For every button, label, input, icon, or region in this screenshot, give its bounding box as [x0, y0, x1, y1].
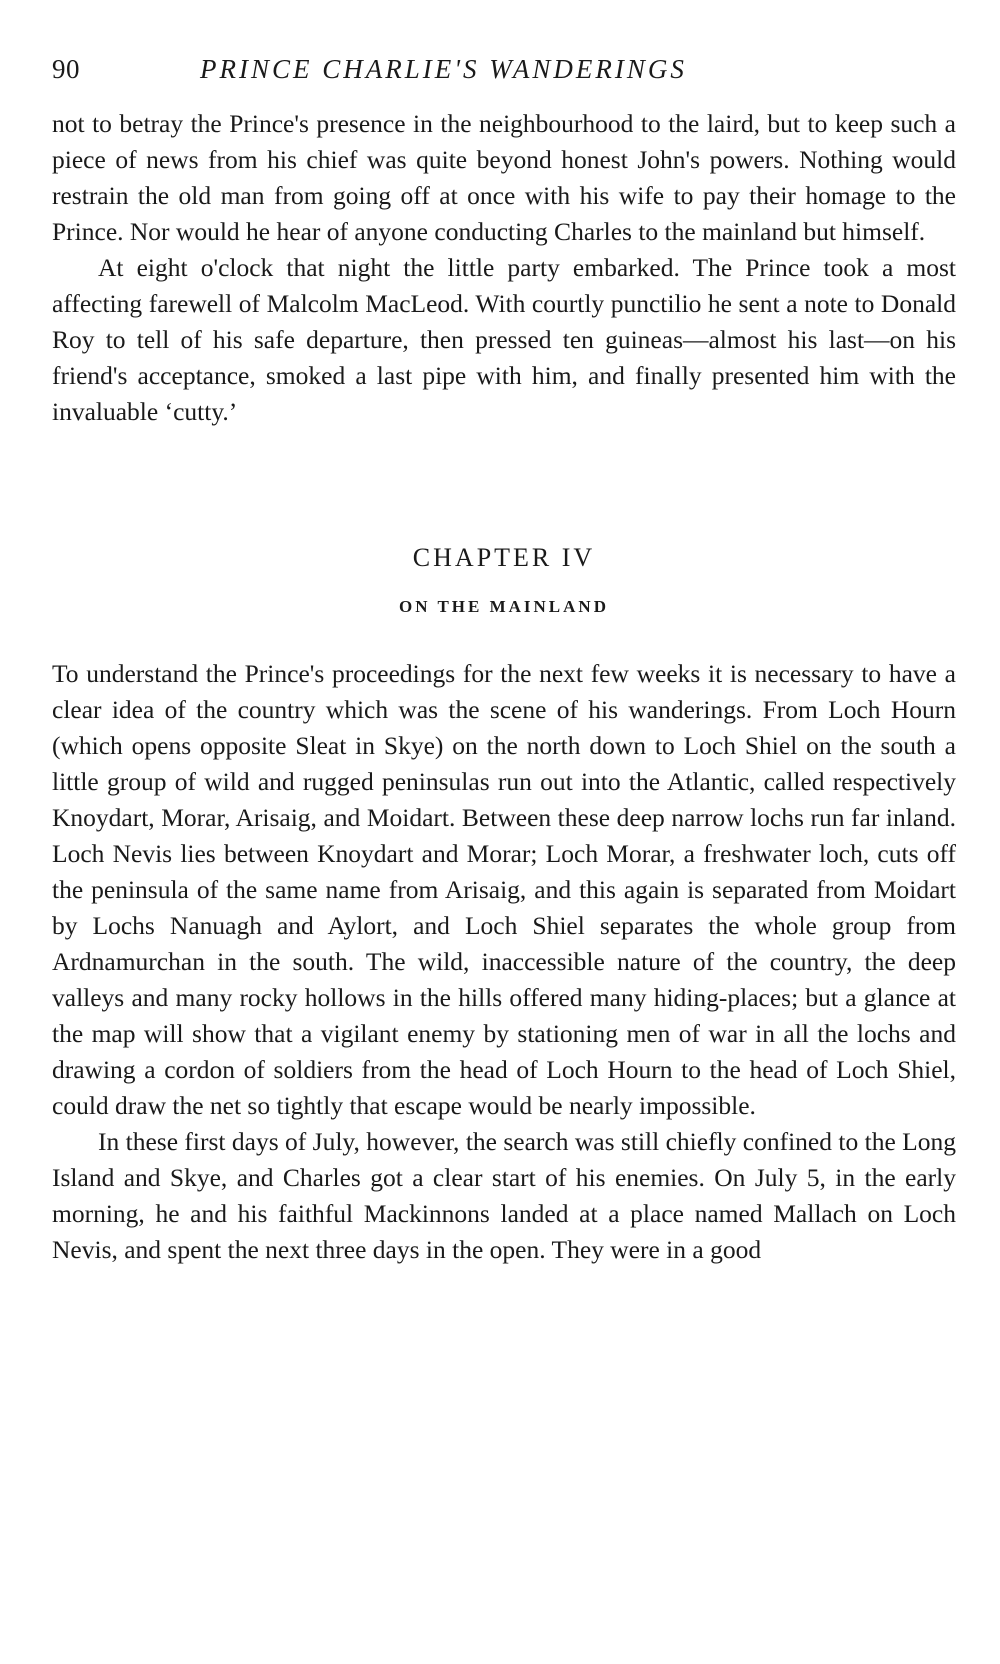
chapter-title: CHAPTER IV — [412, 543, 596, 572]
paragraph-july-landing: In these first days of July, however, the search was still chiefly confined to the Long Island and Skye, and Charles got a clear start of his enemies. On July 5, in the early morning, he and his faithful Mackinnons landed at a place named Mallach on Loch Nevis, and spent the next three days in the open. They were in a good — [52, 1127, 956, 1264]
paragraph-country-description: To understand the Prince's proceedings for the next few weeks it is necessary to have a clear idea of the country which was the scene of his wanderings. From Loch Hourn (which opens opposite Sleat in Skye) on the north down to Loch Shiel on the south a little group of wild and rugged peninsulas run out into the Atlantic, called respectively Knoydart, Morar, Arisaig, and Moidart. Between these deep narrow lochs run far inland. Loch Nevis lies between Knoydart and Morar; Loch Morar, a freshwater loch, cuts off the peninsula of the same name from Arisaig, and this again is separated from Moidart by Lochs Nanuagh and Aylort, and Loch Shiel separates the whole group from Ardnamurchan in the south. The wild, inaccessible nature of the country, the deep valleys and many rocky hollows in the hills offered many hiding-places; but a glance at the map will show that a vigilant enemy by stationing men of war in all the lochs and drawing a cordon of soldiers from the head of Loch Hourn to the head of Loch Shiel, could draw the net so tightly that escape would be nearly impossible. — [52, 659, 956, 1120]
paragraph-embarkation: At eight o'clock that night the little party embarked. The Prince took a most affecting farewell of Malcolm MacLeod. With courtly punctilio he sent a note to Donald Roy to tell of his safe departure, then pressed ten guineas—almost his last—on his friend's acceptance, smoked a last pipe with him, and finally presented him with the invaluable ‘cutty.’ — [52, 253, 956, 426]
book-page — [52, 44, 956, 1268]
text-block-chapter-body — [52, 656, 956, 1268]
chapter-subtitle: ON THE MAINLAND — [399, 597, 609, 616]
paragraph-continuation: not to betray the Prince's presence in the neighbourhood to the laird, but to keep such a piece of news from his chief was quite beyond honest John's powers. Nothing would restrain the old man from going off at once with his wife to pay their homage to the Prince. Nor would he hear of anyone conducting Charles to the mainland but himself. — [52, 109, 956, 246]
running-head — [52, 44, 956, 96]
running-title: PRINCE CHARLIE'S WANDERINGS — [200, 54, 687, 84]
page-number: 90 — [52, 54, 80, 84]
text-block-before-chapter — [52, 106, 956, 430]
